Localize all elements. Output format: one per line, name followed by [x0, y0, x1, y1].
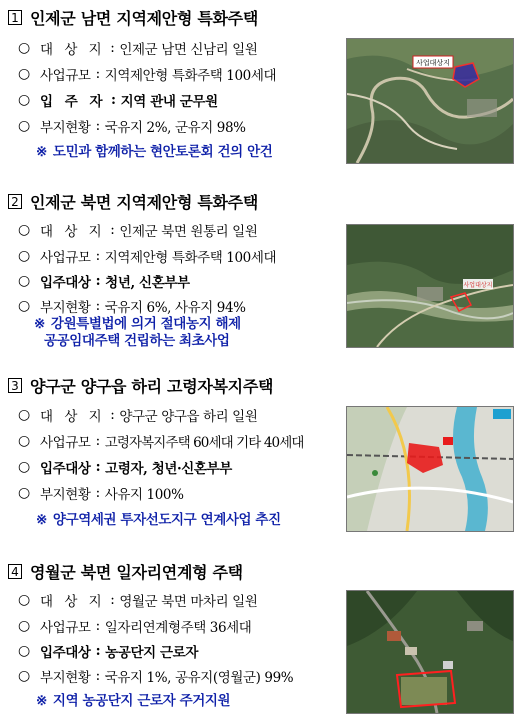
row-label: 입주대상 — [40, 461, 91, 477]
map-label: 사업대상지 — [463, 282, 493, 289]
row-site — [18, 590, 257, 610]
row-value: 고령자복지주택 60세대 기타 40세대 — [104, 435, 304, 451]
row-value: 사유지 100% — [104, 487, 184, 503]
section-number: 3 — [8, 378, 22, 393]
bullet-icon: ○ — [18, 222, 30, 238]
row-site — [18, 405, 257, 425]
bullet-icon: ○ — [18, 618, 30, 634]
bullet-icon: ○ — [18, 248, 30, 264]
row-value: 영월군 북면 마차리 일원 — [119, 594, 258, 610]
section-title — [8, 6, 258, 28]
section-title-text: 영월군 북면 일자리연계형 주택 — [30, 562, 243, 582]
colon: : — [95, 618, 100, 634]
colon: : — [95, 273, 101, 289]
colon: : — [95, 643, 101, 659]
section-note — [36, 693, 230, 710]
note-text: 강원특별법에 의거 절대농지 해제 — [50, 316, 241, 332]
row-value: 인제군 북면 원통리 일원 — [119, 224, 258, 240]
section-title — [8, 374, 273, 396]
row-site — [18, 38, 257, 58]
note-text: 지역 농공단지 근로자 주거지원 — [52, 693, 231, 709]
section-title — [8, 190, 258, 212]
row-value: 청년, 신혼부부 — [105, 275, 190, 291]
row-land — [18, 296, 246, 316]
row-land — [18, 666, 293, 686]
colon: : — [95, 485, 100, 501]
row-label: 입주대상 — [40, 645, 91, 661]
row-value: 지역 관내 군무원 — [120, 94, 218, 110]
row-label: 부지현황 — [40, 670, 91, 686]
note-text: 도민과 함께하는 현안토론회 건의 안건 — [52, 144, 273, 160]
row-label: 대 상 지 — [40, 594, 106, 610]
row-label: 사업규모 — [40, 435, 91, 451]
bullet-icon: ○ — [18, 66, 30, 82]
colon: : — [110, 592, 115, 608]
row-value: 양구군 양구읍 하리 일원 — [119, 409, 258, 425]
row-land — [18, 116, 246, 136]
note-text: 양구역세권 투자선도지구 연계사업 추진 — [52, 512, 281, 528]
row-label: 사업규모 — [40, 620, 91, 636]
section-title-text: 양구군 양구읍 하리 고령자복지주택 — [30, 376, 274, 396]
section-title-text: 인제군 북면 지역제안형 특화주택 — [30, 192, 258, 212]
colon: : — [95, 459, 101, 475]
row-label: 입주대상 — [40, 275, 91, 291]
bullet-icon: ○ — [18, 407, 30, 423]
row-target — [18, 457, 232, 477]
row-label: 사업규모 — [40, 250, 91, 266]
row-land — [18, 483, 184, 503]
row-label: 부지현황 — [40, 487, 91, 503]
section-number: 2 — [8, 194, 22, 209]
colon: : — [95, 668, 100, 684]
note-text-line2: 공공임대주택 건립하는 최초사업 — [44, 333, 230, 349]
row-scale — [18, 431, 304, 451]
note-mark: ※ — [36, 693, 47, 709]
bullet-icon: ○ — [18, 118, 30, 134]
bullet-icon: ○ — [18, 433, 30, 449]
section-number: 1 — [8, 10, 22, 25]
row-label: 부지현황 — [40, 300, 91, 316]
colon: : — [95, 66, 100, 82]
site-map-image — [346, 590, 514, 714]
section-note — [34, 316, 241, 350]
note-mark: ※ — [36, 512, 47, 528]
bullet-icon: ○ — [18, 298, 30, 314]
row-label: 부지현황 — [40, 120, 91, 136]
map-label: 사업대상지 — [416, 59, 450, 67]
bullet-icon: ○ — [18, 668, 30, 684]
row-site — [18, 220, 257, 240]
note-mark: ※ — [36, 144, 47, 160]
row-target — [18, 271, 190, 291]
site-map-image — [346, 224, 514, 348]
row-value: 인제군 남면 신남리 일원 — [119, 42, 258, 58]
row-value: 일자리연계형주택 36세대 — [104, 620, 252, 636]
bullet-icon: ○ — [18, 273, 30, 289]
colon: : — [110, 407, 115, 423]
row-label: 사업규모 — [40, 68, 91, 84]
section-title — [8, 560, 243, 582]
row-label: 대 상 지 — [40, 224, 106, 240]
site-map-image — [346, 406, 514, 532]
bullet-icon: ○ — [18, 40, 30, 56]
row-value: 지역제안형 특화주택 100세대 — [104, 68, 277, 84]
row-value: 국유지 2%, 군유지 98% — [104, 120, 246, 136]
row-scale — [18, 64, 276, 84]
row-label: 대 상 지 — [40, 409, 106, 425]
row-value: 지역제안형 특화주택 100세대 — [104, 250, 277, 266]
row-scale — [18, 616, 251, 636]
row-scale — [18, 246, 276, 266]
colon: : — [95, 433, 100, 449]
row-label: 대 상 지 — [40, 42, 106, 58]
bullet-icon: ○ — [18, 643, 30, 659]
colon: : — [95, 248, 100, 264]
section-note — [36, 512, 281, 529]
colon: : — [95, 298, 100, 314]
section-note — [36, 144, 272, 161]
colon: : — [110, 40, 115, 56]
row-value: 국유지 6%, 사유지 94% — [104, 300, 246, 316]
colon: : — [95, 118, 100, 134]
row-value: 농공단지 근로자 — [105, 645, 198, 661]
bullet-icon: ○ — [18, 92, 30, 108]
bullet-icon: ○ — [18, 485, 30, 501]
colon: : — [111, 92, 116, 108]
note-mark: ※ — [34, 316, 45, 332]
colon: : — [110, 222, 115, 238]
row-residents — [18, 90, 218, 110]
bullet-icon: ○ — [18, 459, 30, 475]
row-value: 고령자, 청년·신혼부부 — [105, 461, 232, 477]
row-target — [18, 641, 198, 661]
row-label: 입 주 자 — [40, 94, 107, 110]
site-map-image — [346, 38, 514, 164]
row-value: 국유지 1%, 공유지(영월군) 99% — [104, 670, 294, 686]
bullet-icon: ○ — [18, 592, 30, 608]
section-title-text: 인제군 남면 지역제안형 특화주택 — [30, 8, 258, 28]
section-number: 4 — [8, 564, 22, 579]
